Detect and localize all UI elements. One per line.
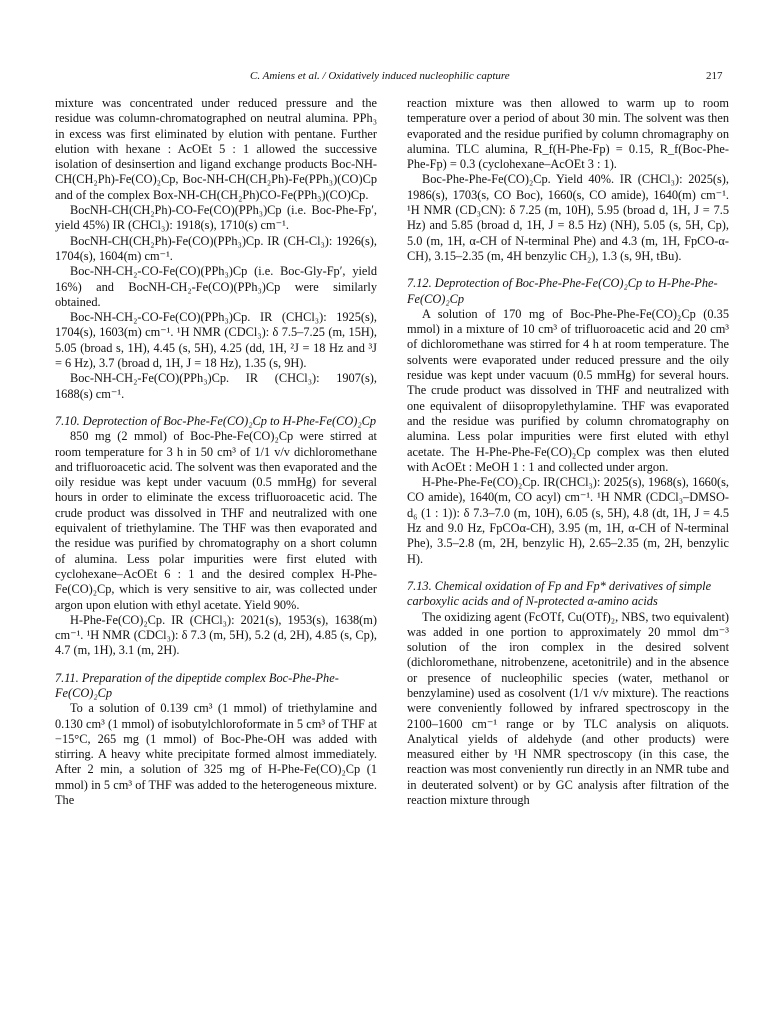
section-heading-7-12: 7.12. Deprotection of Boc-Phe-Phe-Fe(CO)₂Cp to H-Phe-Phe-Fe(CO)₂Cp [407, 276, 718, 306]
paragraph: Boc-NH-CH₂-Fe(CO)(PPh₃)Cp. IR (CHCl₃): 1907(s), 1688(s) cm⁻¹. [55, 371, 377, 401]
left-column [55, 96, 377, 808]
paragraph: BocNH-CH(CH₂Ph)-Fe(CO)(PPh₃)Cp. IR (CH-Cl₃): 1926(s), 1704(s), 1604(m) cm⁻¹. [55, 233, 377, 263]
paragraph: The oxidizing agent (FcOTf, Cu(OTf)₂, NBS, two equivalent) was added in one portion to approximately 20 mmol dm⁻³ solution of the iron complex in the desired solvent (dichloromethane, nitrobenzene, acetonitrile) and in the absence or presence of nucleophilic species (water, methanol or benzylamine) used as cosolvent (1/1 v/v mixture). The reactions were conveniently followed by infrared spectroscopy in the 2100–1600 cm⁻¹ range or by TLC analysis on aliquots. Analytical yields of aldehyde (and other products) were measured either by ¹H NMR spectroscopy (in this case, the reaction was most conveniently run directly in an NMR tube and in deuterated solvent) or by GC analysis after filtration of the reaction mixture through [407, 609, 729, 808]
section-heading-7-13: 7.13. Chemical oxidation of Fp and Fp* derivatives of simple carboxylic acids and of N-protected α-amino acids [407, 578, 712, 609]
paragraph: BocNH-CH(CH₂Ph)-CO-Fe(CO)(PPh₃)Cp (i.e. Boc-Phe-Fp′, yield 45%) IR (CHCl₃): 1918(s), 1710(s) cm⁻¹. [55, 203, 377, 233]
paragraph: H-Phe-Fe(CO)₂Cp. IR (CHCl₃): 2021(s), 1953(s), 1638(m) cm⁻¹. ¹H NMR (CDCl₃): δ 7.3 (m, 5H), 5.2 (d, 2H), 4.85 (s, Cp), 4.7 (m, 1H), 3.1 (m, 2H). [55, 612, 377, 658]
paragraph: mixture was concentrated under reduced pressure and the residue was column-chromatographed on neutral alumina. PPh₃ in excess was first eliminated by elution with pentane. Further elution with hexane : AcOEt 5 : 1 allowed the successive isolation of desinsertion and ligand exchange products Boc-NH-CH(CH₂Ph)-Fe(CO)₂Cp, Boc-NH-CH(CH₂Ph)-Fe(PPh₃)(CO)Cp and of the complex Box-NH-CH(CH₂Ph)CO-Fe(PPh₃)(CO)Cp. [55, 96, 377, 202]
page-number: 217 [706, 70, 723, 82]
paragraph: A solution of 170 mg of Boc-Phe-Phe-Fe(CO)₂Cp (0.35 mmol) in a mixture of 10 cm³ of trifluoroacetic acid and 20 cm³ of dichloromethane was stirred for 4 h at room temperature. The solvents were evaporated under reduced pressure and the oily residue was kept under vacuum (0.5 mmHg) for several hours. The crude product was dissolved in THF and neutralized with one equivalent of diisopropylethylamine. THF was evaporated and the residue was purified by column chromatography on alumina. Less polar impurities were first eluted with ethyl acetate. The H-Phe-Phe-Fe(CO)₂Cp complex was then eluted with AcOEt : MeOH 1 : 1 and collected under argon. [407, 306, 729, 474]
paragraph: Boc-NH-CH₂-CO-Fe(CO)(PPh₃)Cp (i.e. Boc-Gly-Fp′, yield 16%) and BocNH-CH₂-Fe(CO)(PPh₃)Cp were similarly obtained. [55, 264, 377, 309]
paragraph: reaction mixture was then allowed to warm up to room temperature over a period of about 30 min. The solvent was then evaporated and the residue purified by column chromagraphy on alumina. TLC alumina, R_f(H-Phe-Fp) = 0.15, R_f(Boc-Phe-Phe-Fp) = 0.3 (cyclohexane–AcOEt 3 : 1). [407, 96, 729, 172]
section-heading-7-10: 7.10. Deprotection of Boc-Phe-Fe(CO)₂Cp to H-Phe-Fe(CO)₂Cp [55, 413, 377, 428]
running-title: C. Amiens et al. / Oxidatively induced nucleophilic capture [250, 70, 510, 82]
section-heading-7-11: 7.11. Preparation of the dipeptide complex Boc-Phe-Phe-Fe(CO)₂Cp [55, 670, 339, 700]
paragraph: To a solution of 0.139 cm³ (1 mmol) of triethylamine and 0.130 cm³ (1 mmol) of isobutylchloroformate in 5 cm³ of THF at −15°C, 265 mg (1 mmol) of Boc-Phe-OH was added with stirring. A heavy white precipitate formed almost immediately. After 2 min, a solution of 325 mg of H-Phe-Fe(CO)₂Cp (1 mmol) in 5 cm³ of THF was added to the heterogeneous mixture. The [55, 701, 377, 808]
paragraph: 850 mg (2 mmol) of Boc-Phe-Fe(CO)₂Cp were stirred at room temperature for 3 h in 50 cm³ of 1/1 v/v dichloromethane and trifluoroacetic acid. The solvent was then evaporated and the oily residue was kept under vacuum (0.5 mmHg) for several hours in order to eliminate the excess trifluoroacetic acid. The crude product was dissolved in THF and neutralized with one equivalent of triethylamine. The THF was then evaporated and the residue was purified by chromatography on a short column of alumina. Less polar impurities were first eluted with cyclohexane–AcOEt 6 : 1 and the desired complex H-Phe-Fe(CO)₂Cp, which is very sensitive to air, was collected under argon upon elution with ethyl acetate. Yield 90%. [55, 429, 377, 612]
right-column [407, 96, 729, 808]
paragraph: Boc-Phe-Phe-Fe(CO)₂Cp. Yield 40%. IR (CHCl₃): 2025(s), 1986(s), 1703(s, CO Boc), 1660(s, CO amide), 1640(m) cm⁻¹. ¹H NMR (CD₃CN): δ 7.25 (m, 10H), 5.95 (broad d, 1H, J = 7.5 Hz) and 5.85 (broad d, 1H, J = 8.5 Hz) (NH), 5.05 (s, 5H, Cp), 5.0 (m, 1H, α-CH of N-terminal Phe) and 4.3 (m, 1H, FpCO-α-CH), 3.15–2.35 (m, 4H benzylic CH₂), 1.3 (s, 9H, tBu). [407, 172, 729, 263]
paragraph: Boc-NH-CH₂-CO-Fe(CO)(PPh₃)Cp. IR (CHCl₃): 1925(s), 1704(s), 1603(m) cm⁻¹. ¹H NMR (CDCl₃): δ 7.5–7.25 (m, 15H), 5.05 (broad s, 1H), 4.45 (s, 5H), 4.25 (dd, 1H, ²J = 18 Hz and ³J = 6 Hz), 3.7 (broad d, 1H, J = 18 Hz), 1.35 (s, 9H). [55, 310, 377, 371]
paragraph: H-Phe-Phe-Fe(CO)₂Cp. IR(CHCl₃): 2025(s), 1968(s), 1660(s, CO amide), 1640(m, CO acyl) cm⁻¹. ¹H NMR (CDCl₃–DMSO-d₆ (1 : 1)): δ 7.3–7.0 (m, 10H), 6.05 (s, 5H), 4.8 (dt, 1H, J = 4.5 Hz and 9.0 Hz, FpCOα-CH), 3.95 (m, 1H, α-CH of N-terminal Phe), 3.5–2.8 (m, 2H, benzylic H), 2.65–2.35 (m, 2H, benzylic H). [407, 475, 729, 566]
